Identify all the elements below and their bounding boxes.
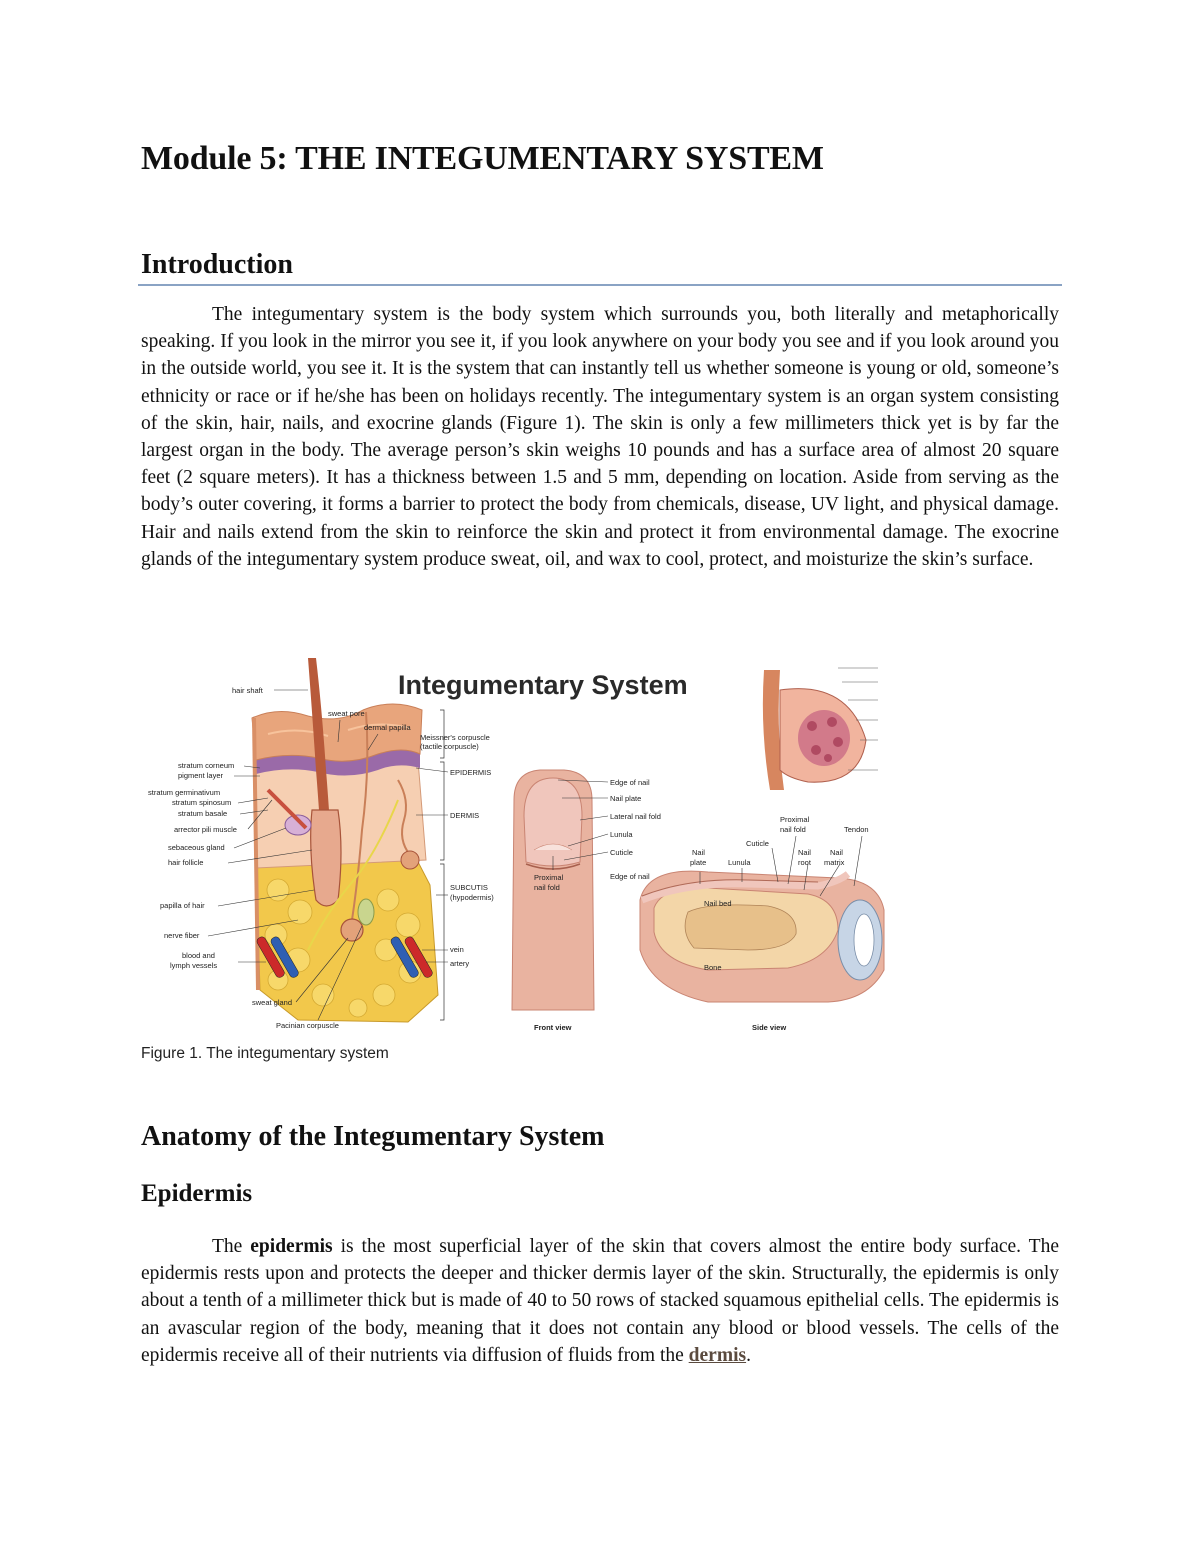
label-meissner-1: Meissner's corpuscle	[420, 733, 490, 742]
label-subcutis-1: SUBCUTIS	[450, 883, 488, 892]
skin-cross-section	[148, 658, 494, 1030]
dermis-link[interactable]: dermis	[688, 1344, 747, 1366]
integumentary-figure	[148, 650, 888, 1035]
label-tendon: Tendon	[844, 825, 869, 834]
label-meissner-2: (tactile corpuscle)	[420, 742, 479, 751]
label-edge-of-nail: Edge of nail	[610, 778, 650, 787]
finger-front-view	[512, 770, 661, 1032]
label-stratum-spinosum: stratum spinosum	[172, 798, 232, 807]
label-lunula: Lunula	[610, 830, 633, 839]
label-side-nail-2: plate	[690, 858, 707, 867]
label-side-view: Side view	[752, 1023, 787, 1032]
epidermis-body: is the most superficial layer of the skin that covers almost the entire body surface. The epidermis rests upon and protects the deeper and thicker dermis layer of the skin. Structurally, the epidermis is only about a tenth of a millimeter thick but is made of 40 to 50 rows of stacked squamous epithelial cells. The epidermis is an avascular region of the body, meaning that it does not contain any blood or blood vessels. The cells of the epidermis receive all of their nutrients via diffusion of fluids from the	[141, 1236, 1059, 1366]
label-sweat-pore: sweat pore	[328, 709, 365, 718]
label-hair-shaft: hair shaft	[232, 686, 263, 695]
label-stratum-germinativum: stratum germinativum	[148, 788, 221, 797]
label-blood-vessels-2: lymph vessels	[170, 961, 218, 970]
label-stratum-basale: stratum basale	[178, 809, 228, 818]
label-hair-follicle: hair follicle	[168, 858, 204, 867]
label-front-view: Front view	[534, 1023, 572, 1032]
label-side-proximal-2: nail fold	[780, 825, 806, 834]
epidermis-paragraph	[141, 1233, 1059, 1369]
introduction-paragraph: The integumentary system is the body system which surrounds you, both literally and metaphorically speaking. If you look in the mirror you see it, if you look anywhere on your body you see and if you look around you in the outside world, you see it. It is the system that can instantly tell us whether someone is young or old, someone’s ethnicity or race or if he/she has been on holidays recently. The integumentary system is an organ system consisting of the skin, hair, nails, and exocrine glands (Figure 1). The skin is only a few millimeters thick yet is by far the largest organ in the body. The average person’s skin weighs 10 pounds and has a surface area of almost 20 square feet (2 square meters). It has a thickness between 1.5 and 5 mm, depending on location. Aside from serving as the body’s outer covering, it forms a barrier to protect the body from chemicals, disease, UV light, and physical damage. Hair and nails extend from the skin to reinforce the skin and protect it from environmental damage. The exocrine glands of the integumentary system produce sweat, oil, and wax to cool, protect, and moisturize the skin’s surface.	[141, 304, 1059, 570]
label-lateral-nail-fold: Lateral nail fold	[610, 812, 661, 821]
label-stratum-corneum: stratum corneum	[178, 761, 235, 770]
label-side-cuticle: Cuticle	[746, 839, 769, 848]
figure-caption: Figure 1. The integumentary system	[141, 1045, 389, 1062]
label-papilla-of-hair: papilla of hair	[160, 901, 205, 910]
label-cuticle: Cuticle	[610, 848, 633, 857]
label-edge-of-nail-2: Edge of nail	[610, 872, 650, 881]
anatomy-heading: Anatomy of the Integumentary System	[141, 1121, 605, 1152]
figure-illustration	[148, 650, 888, 1035]
label-artery: artery	[450, 959, 470, 968]
label-proximal-1: Proximal	[534, 873, 564, 882]
label-pigment-layer: pigment layer	[178, 771, 224, 780]
epidermis-end: .	[746, 1344, 751, 1366]
label-side-lunula: Lunula	[728, 858, 751, 867]
label-sebaceous-gland: sebaceous gland	[168, 843, 225, 852]
label-side-proximal-1: Proximal	[780, 815, 810, 824]
label-vein: vein	[450, 945, 464, 954]
label-side-nail-matrix-2: matrix	[824, 858, 845, 867]
breast-gland-diagram	[746, 654, 886, 796]
page-title: Module 5: THE INTEGUMENTARY SYSTEM	[141, 140, 824, 177]
label-dermal-papilla: dermal papilla	[364, 723, 411, 732]
label-side-nail-root-2: root	[798, 858, 811, 867]
epidermis-heading: Epidermis	[141, 1180, 253, 1207]
label-side-nail-root-1: Nail	[798, 848, 811, 857]
figure-title: Integumentary System	[398, 670, 688, 700]
label-pacinian: Pacinian corpuscle	[276, 1021, 339, 1030]
epidermis-term: epidermis	[250, 1236, 333, 1257]
label-proximal-2: nail fold	[534, 883, 560, 892]
label-nail-bed: Nail bed	[704, 899, 732, 908]
label-epidermis: EPIDERMIS	[450, 768, 492, 777]
label-sweat-gland: sweat gland	[252, 998, 293, 1007]
label-blood-vessels-1: blood and	[182, 951, 215, 960]
label-side-nail-matrix-1: Nail	[830, 848, 843, 857]
label-side-nail-1: Nail	[692, 848, 705, 857]
label-subcutis-2: (hypodermis)	[450, 893, 494, 902]
heading-underline	[138, 284, 1062, 286]
epidermis-lead: The	[212, 1236, 251, 1257]
label-nail-plate: Nail plate	[610, 794, 642, 803]
label-dermis: DERMIS	[450, 811, 480, 820]
introduction-heading: Introduction	[141, 249, 293, 280]
label-nerve-fiber: nerve fiber	[164, 931, 200, 940]
finger-side-view	[640, 815, 884, 1032]
label-bone: Bone	[704, 963, 722, 972]
label-arrector-pili: arrector pili muscle	[174, 825, 237, 834]
